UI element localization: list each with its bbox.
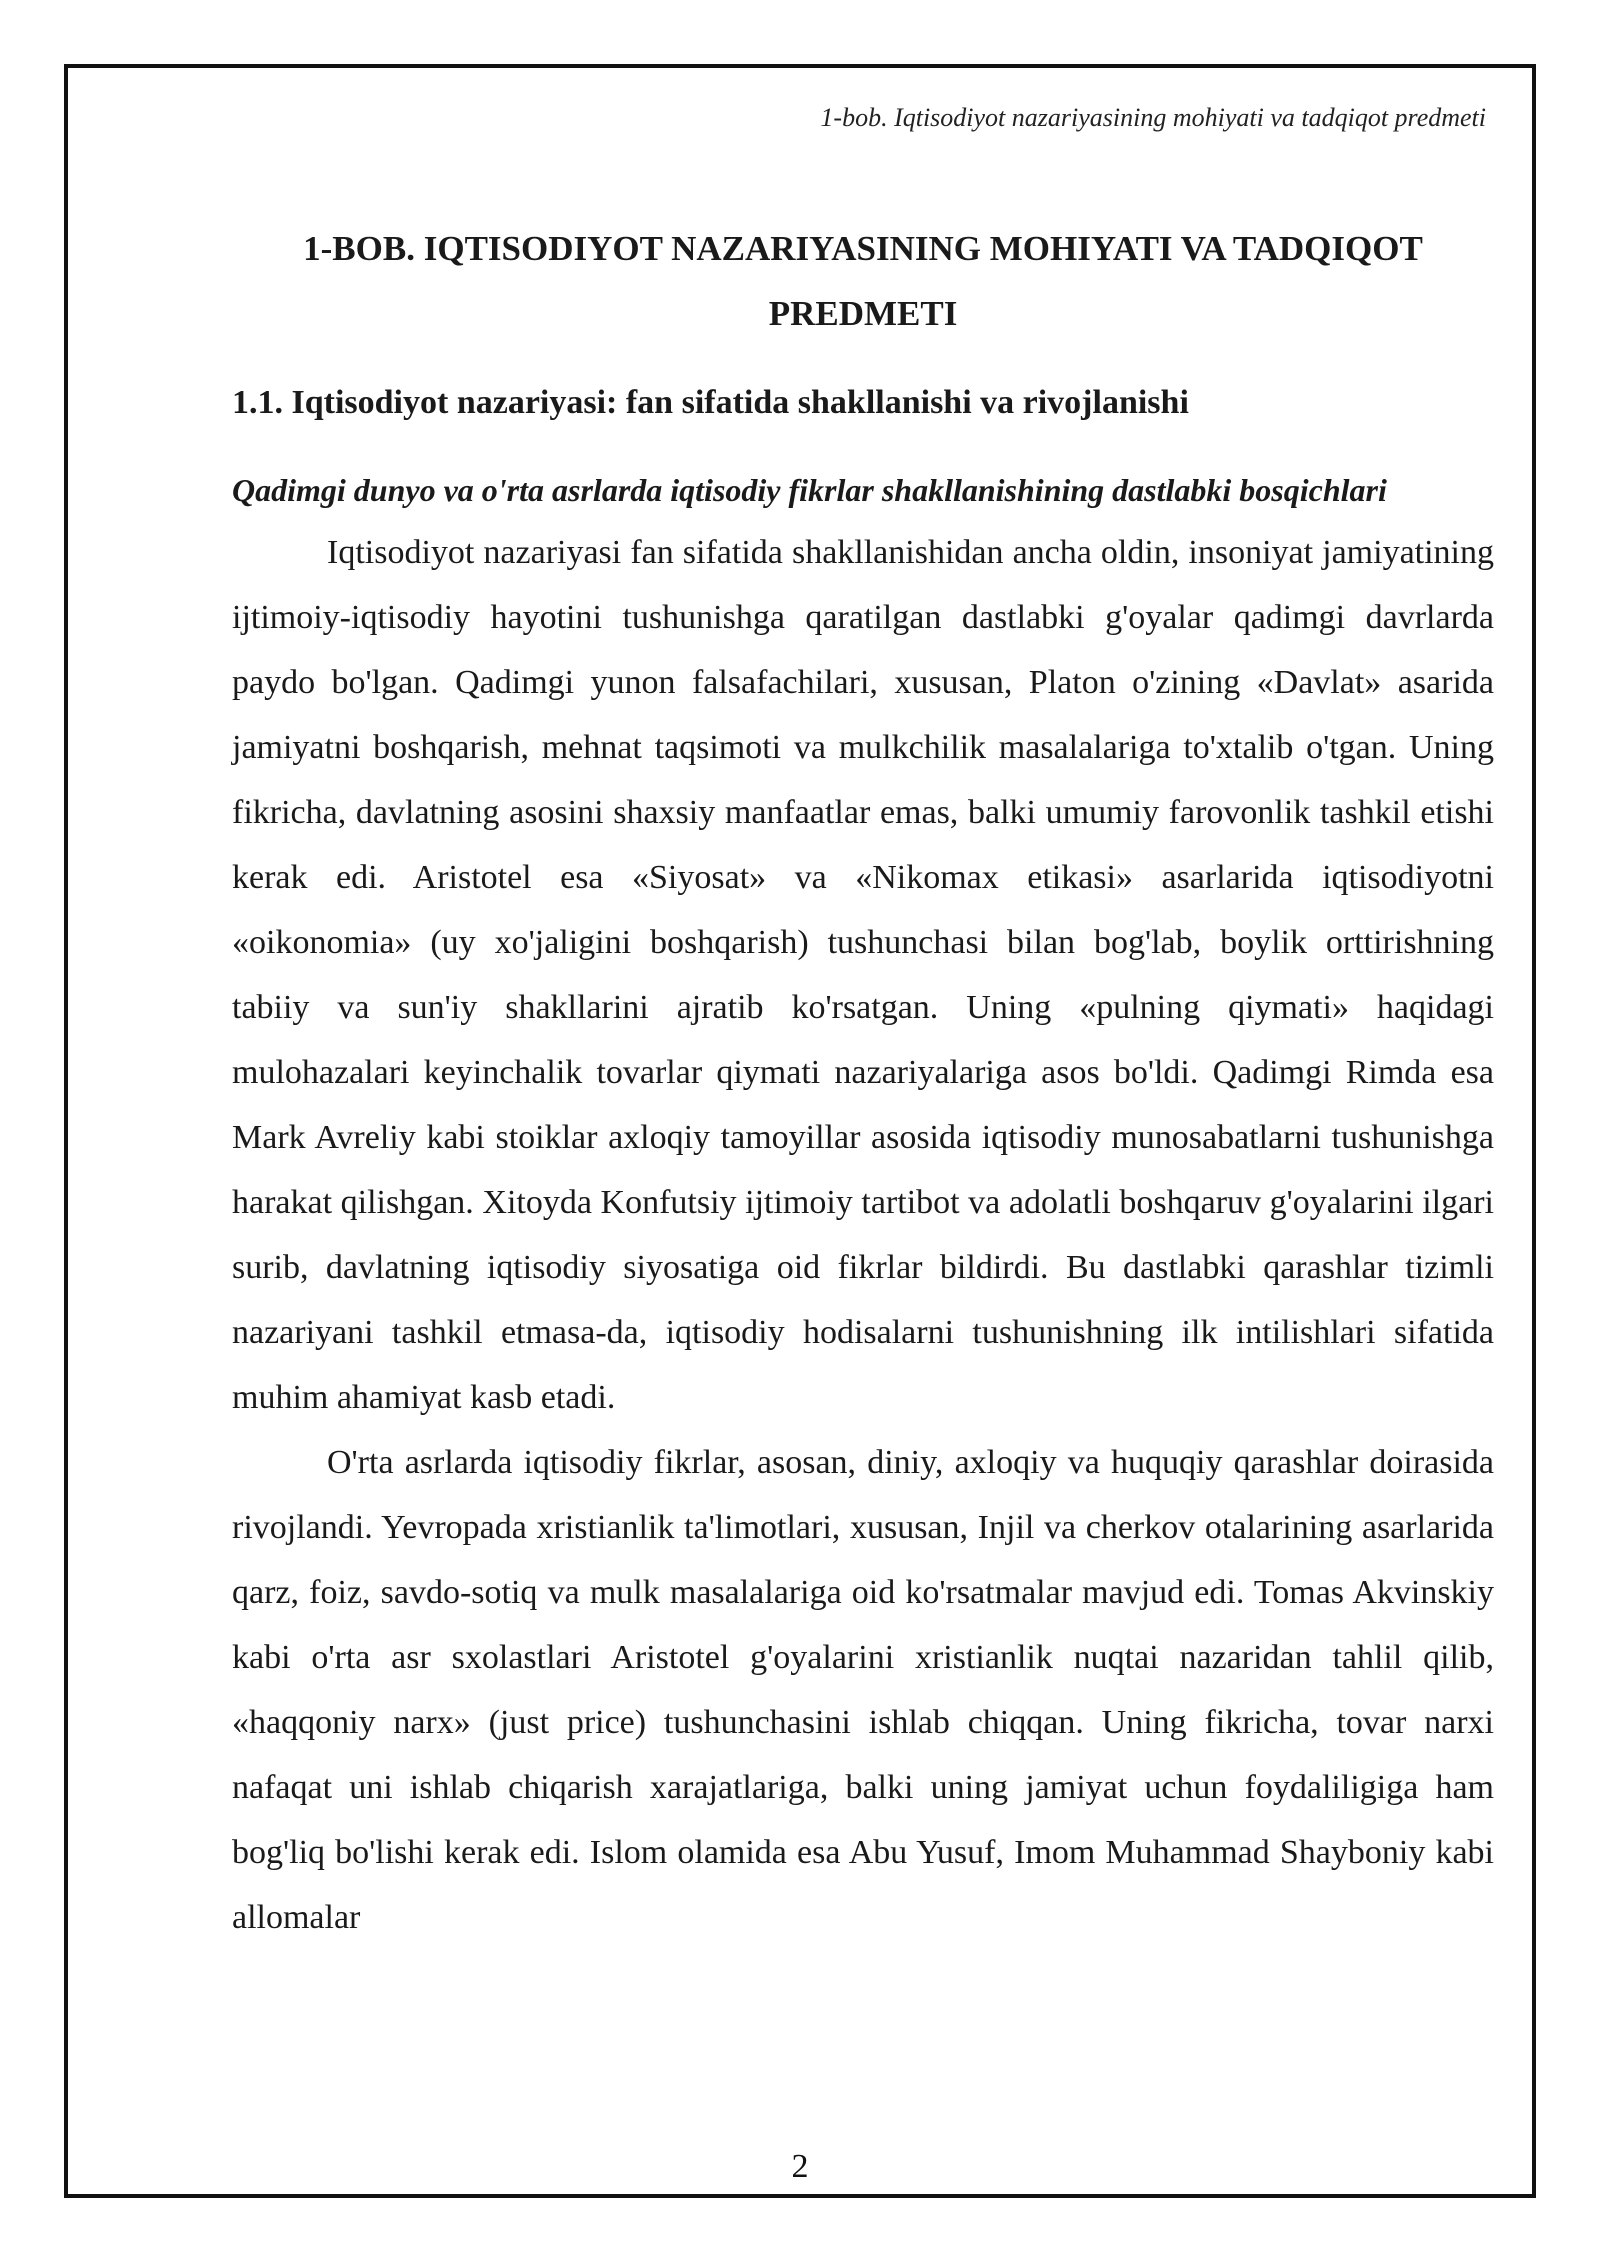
page-content (232, 216, 1494, 1950)
page-number: 2 (791, 2148, 809, 2185)
subsection-title: Qadimgi dunyo va o'rta asrlarda iqtisodiy fikrlar shakllanishining dastlabki bosqichlari (232, 472, 1387, 508)
body-paragraph: O'rta asrlarda iqtisodiy fikrlar, asosan, diniy, axloqiy va huquqiy qarashlar doirasida rivojlandi. Yevropada xristianlik ta'limotlari, xususan, Injil va cherkov otalarining asarlarida qarz, foiz, savdo-sotiq va mulk masalalariga oid ko'rsatmalar mavjud edi. Tomas Akvinskiy kabi o'rta asr sxolastlari Aristotel g'oyalarini xristianlik nuqtai nazaridan tahlil qilib, «haqqoniy narx» (just price) tushunchasini ishlab chiqqan. Uning fikricha, tovar narxi nafaqat uni ishlab chiqarish xarajatlariga, balki uning jamiyat uchun foydaliligiga ham bog'liq bo'lishi kerak edi. Islom olamida esa Abu Yusuf, Imom Muhammad Shayboniy kabi allomalar (232, 1444, 1494, 1936)
body-paragraph: Iqtisodiyot nazariyasi fan sifatida shakllanishidan ancha oldin, insoniyat jamiyatining ijtimoiy-iqtisodiy hayotini tushunishga qaratilgan dastlabki g'oyalar qadimgi davrlarda paydo bo'lgan. Qadimgi yunon falsafachilari, xususan, Platon o'zining «Davlat» asarida jamiyatni boshqarish, mehnat taqsimoti va mulkchilik masalalariga to'xtalib o'tgan. Uning fikricha, davlatning asosini shaxsiy manfaatlar emas, balki umumiy farovonlik tashkil etishi kerak edi. Aristotel esa «Siyosat» va «Nikomax etikasi» asarlarida iqtisodiyotni «oikonomia» (uy xo'jaligini boshqarish) tushunchasi bilan bog'lab, boylik orttirishning tabiiy va sun'iy shakllarini ajratib ko'rsatgan. Uning «pulning qiymati» haqidagi mulohazalari keyinchalik tovarlar qiymati nazariyalariga asos bo'ldi. Qadimgi Rimda esa Mark Avreliy kabi stoiklar axloqiy tamoyillar asosida iqtisodiy munosabatlarni tushunishga harakat qilishgan. Xitoyda Konfutsiy ijtimoiy tartibot va adolatli boshqaruv g'oyalarini ilgari surib, davlatning iqtisodiy siyosatiga oid fikrlar bildirdi. Bu dastlabki qarashlar tizimli nazariyani tashkil etmasa-da, iqtisodiy hodisalarni tushunishning ilk intilishlari sifatida muhim ahamiyat kasb etadi. (232, 534, 1494, 1416)
chapter-title: 1-BOB. IQTISODIYOT NAZARIYASINING MOHIYATI VA TADQIQOT PREDMETI (303, 229, 1423, 333)
section-title: 1.1. Iqtisodiyot nazariyasi: fan sifatida shakllanishi va rivojlanishi (232, 384, 1189, 421)
running-header: 1-bob. Iqtisodiyot nazariyasining mohiyati va tadqiqot predmeti (820, 103, 1486, 132)
page-frame (64, 64, 1536, 2198)
